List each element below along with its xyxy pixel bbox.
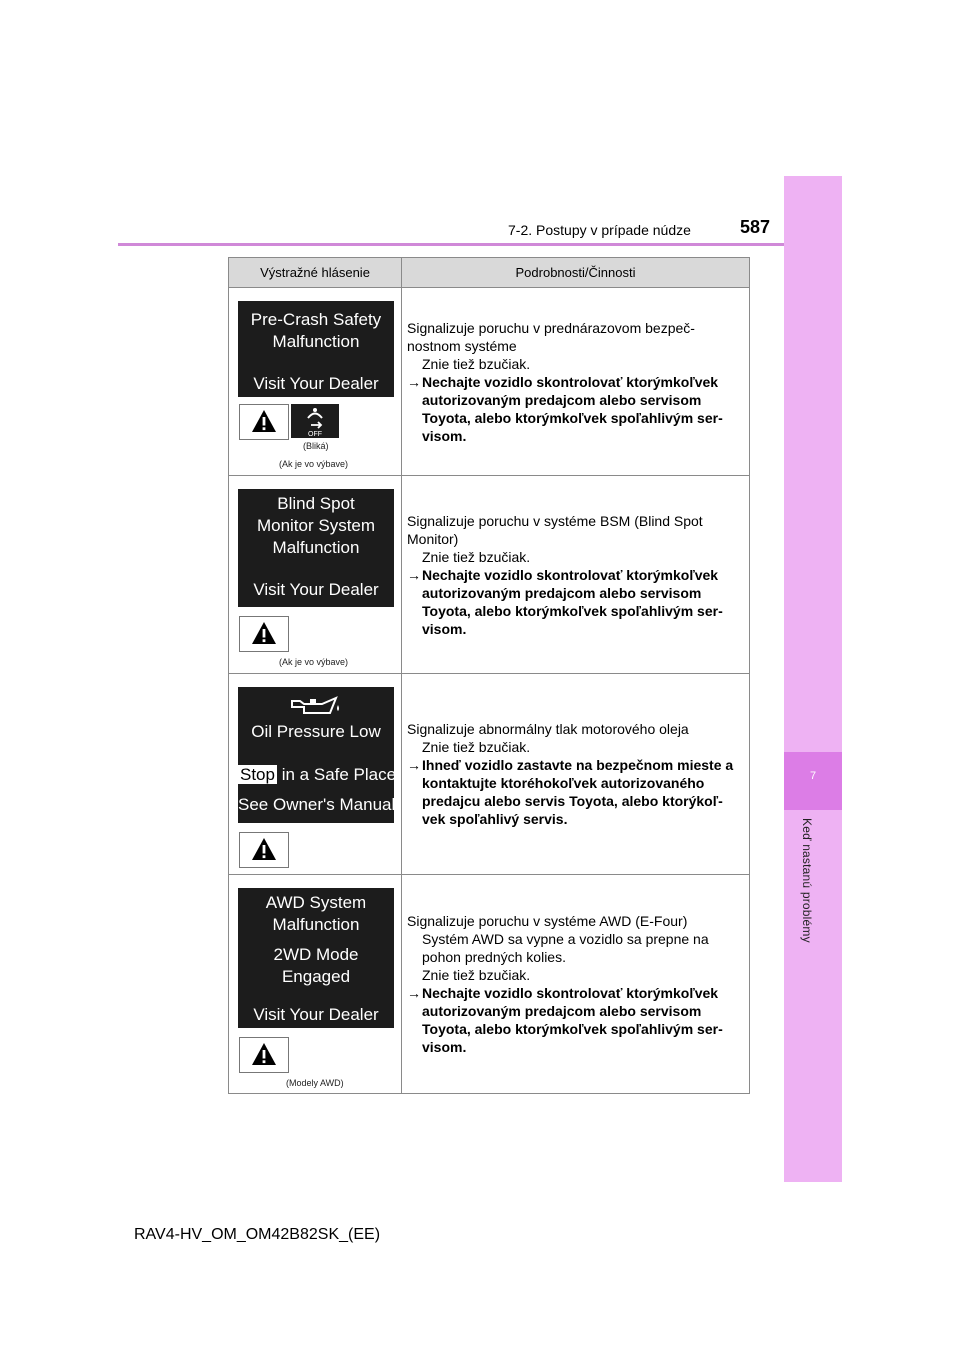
details-cell [402, 674, 750, 875]
table-row [229, 875, 750, 1094]
document-code: RAV4-HV_OM_OM42B82SK_(EE) [134, 1226, 381, 1243]
off-label: OFF [308, 431, 322, 438]
screen-line: 2WD Mode [273, 945, 359, 964]
arrow-icon: → [407, 985, 421, 1001]
chapter-number: 7 [809, 770, 817, 782]
stop-highlight: Stop [240, 765, 275, 784]
table-row [229, 288, 750, 476]
description-text: Signalizuje poruchu v prednárazovom bezpeč-nostnom systéme [407, 319, 695, 354]
arrow-icon: → [407, 566, 421, 583]
details-cell [402, 288, 750, 476]
screen-line: Pre-Crash Safety [250, 310, 382, 329]
extra-text: Znie tiež bzučiak. [422, 355, 531, 372]
screen-line: Visit Your Dealer [253, 374, 379, 393]
screen-line: Malfunction [272, 915, 360, 934]
availability-note: (Ak je vo výbave) [279, 657, 349, 667]
screen-line: Blind Spot [277, 494, 355, 513]
table-row [229, 674, 750, 875]
screen-line: AWD System [265, 893, 367, 912]
action-text: →Nechajte vozidlo skontrolovať ktorýmkoľvek autorizovaným predajcom alebo servisom Toyota, alebo ktorýmkoľvek spoľahlivým ser-visom. [407, 566, 723, 637]
availability-note: (Modely AWD) [286, 1078, 344, 1088]
extra-text: Znie tiež bzučiak. [422, 548, 531, 565]
pcs-off-icon [291, 404, 339, 438]
master-warning-icon [239, 832, 289, 868]
screen-line: Stop in a Safe Place [240, 765, 397, 784]
header-rule [118, 243, 784, 246]
availability-note: (Ak je vo výbave) [279, 459, 349, 469]
arrow-icon: → [407, 757, 421, 773]
screen-line: Engaged [281, 967, 351, 986]
action-text: →Nechajte vozidlo skontrolovať ktorýmkoľvek autorizovaným predajcom alebo servisom Toyota, alebo ktorýmkoľvek spoľahlivým ser-visom. [407, 985, 723, 1055]
master-warning-icon [239, 1037, 289, 1073]
extra-text: Znie tiež bzučiak. [422, 739, 531, 755]
warning-image-cell [229, 288, 402, 476]
section-title: 7-2. Postupy v prípade núdze [508, 222, 691, 238]
description-text: Signalizuje poruchu v systéme BSM (Blind Spot Monitor) [407, 512, 703, 547]
column-header: Podrobnosti/Činnosti [402, 258, 750, 288]
display-screen [238, 687, 397, 823]
warning-table [228, 257, 750, 1094]
screen-line: Oil Pressure Low [251, 722, 381, 741]
display-screen [238, 888, 394, 1028]
extra-text: Systém AWD sa vypne a vozidlo sa prepne na pohon predných kolies. [422, 931, 709, 965]
screen-line: Visit Your Dealer [253, 1005, 379, 1024]
extra-text: Znie tiež bzučiak. [422, 967, 531, 983]
chapter-sidebar [784, 176, 842, 1182]
display-screen [238, 301, 394, 397]
warning-image-cell [229, 875, 402, 1094]
oil-can-icon [238, 687, 394, 721]
screen-line: Monitor System [256, 516, 376, 535]
details-cell [402, 875, 750, 1094]
description-text: Signalizuje poruchu v systéme AWD (E-Four) [407, 913, 688, 929]
master-warning-icon [239, 404, 289, 440]
screen-line: Malfunction [272, 332, 360, 351]
chapter-title: Keď nastanú problémy [800, 818, 814, 943]
action-text: →Ihneď vozidlo zastavte na bezpečnom mieste a kontaktujte ktoréhokoľvek autorizovaného predajcu alebo servis Toyota, alebo ktorýkoľ-vek spoľahlivý servis. [407, 757, 734, 827]
details-cell [402, 476, 750, 674]
page-number: 587 [740, 217, 771, 237]
screen-line: See Owner's Manual [238, 795, 396, 814]
screen-line: Visit Your Dealer [253, 580, 379, 599]
screen-line: Malfunction [272, 538, 360, 557]
warning-image-cell [229, 476, 402, 674]
arrow-icon: → [407, 373, 421, 390]
action-text: →Nechajte vozidlo skontrolovať ktorýmkoľvek autorizovaným predajcom alebo servisom Toyota, alebo ktorýmkoľvek spoľahlivým ser-visom. [407, 373, 723, 444]
table-header-row [229, 258, 750, 288]
master-warning-icon [239, 616, 289, 652]
description-text: Signalizuje abnormálny tlak motorového oleja [407, 721, 689, 737]
flash-note: (Bliká) [303, 441, 329, 451]
chapter-tab[interactable] [784, 752, 842, 810]
warning-image-cell [229, 674, 402, 875]
table-row [229, 476, 750, 674]
display-screen [238, 489, 394, 607]
column-header: Výstražné hlásenie [229, 258, 402, 288]
